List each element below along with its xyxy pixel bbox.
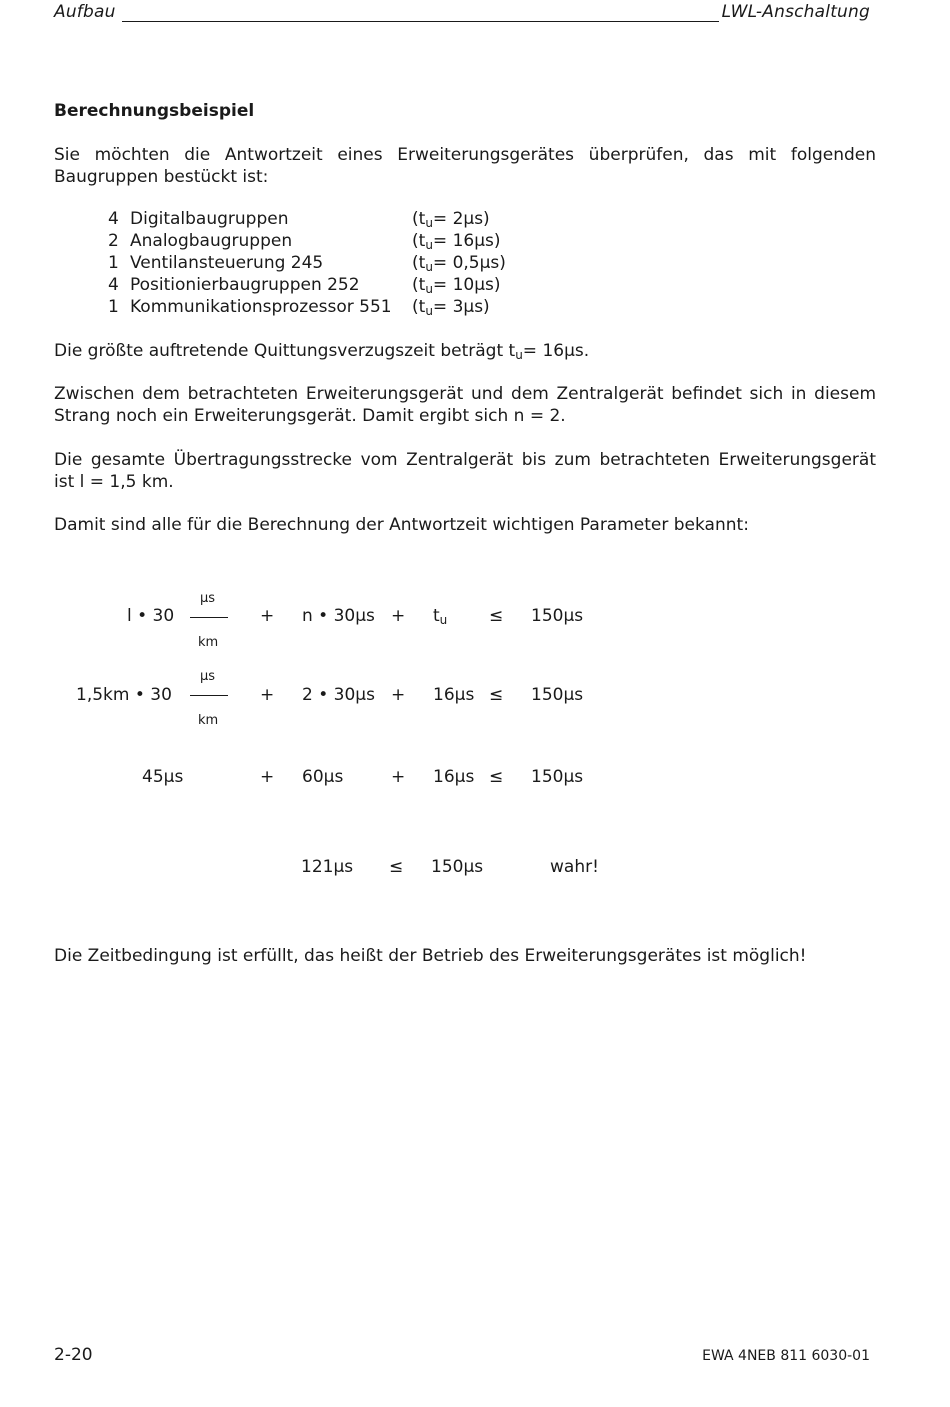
eq-row2-plus2: + bbox=[391, 685, 406, 705]
parameters-paragraph: Damit sind alle für die Berechnung der Antwortzeit wichtigen Parameter bekannt: bbox=[54, 515, 749, 535]
module-name: Ventilansteuerung 245 bbox=[130, 253, 324, 273]
header-chapter-title: LWL-Anschaltung bbox=[721, 2, 870, 22]
eq-row2-relation: ≤ bbox=[489, 685, 504, 705]
document-id: EWA 4NEB 811 6030-01 bbox=[702, 1348, 870, 1364]
module-count: 4 bbox=[108, 275, 119, 295]
eq-row4-lhs: 121µs bbox=[301, 857, 354, 877]
module-name: Digitalbaugruppen bbox=[130, 209, 289, 229]
eq-row2-term2: 2 • 30µs bbox=[302, 685, 375, 705]
max-delay-paragraph: Die größte auftretende Quittungsverzugszeit beträgt $t_u= 16\mu s$. bbox=[54, 341, 590, 362]
eq-row2-denominator: km bbox=[198, 713, 219, 728]
eq-row2-term3: 16µs bbox=[433, 685, 475, 705]
eq-row4-relation: ≤ bbox=[389, 857, 404, 877]
list-item bbox=[108, 231, 628, 253]
eq-row3-plus2: + bbox=[391, 767, 406, 787]
list-item bbox=[108, 253, 628, 275]
module-count: 1 bbox=[108, 253, 119, 273]
eq-row1-relation: ≤ bbox=[489, 606, 504, 626]
module-count: 2 bbox=[108, 231, 119, 251]
n-paragraph: Zwischen dem betrachteten Erweiterungsgerät und dem Zentralgerät befindet sich in diesem Strang noch ein Erweiterungsgerät. Damit ergibt sich n = 2. bbox=[54, 384, 876, 426]
module-response-time: $(t_u= 16\mu s)$ bbox=[412, 231, 501, 252]
eq-row4-verdict: wahr! bbox=[550, 857, 599, 877]
eq-row1-numerator: µs bbox=[200, 591, 216, 606]
eq-row2-term1: 1,5km • 30 bbox=[76, 685, 172, 705]
eq-row2-numerator: µs bbox=[200, 669, 216, 684]
eq-row2-plus1: + bbox=[260, 685, 275, 705]
eq-row1-plus1: + bbox=[260, 606, 275, 626]
eq-row1-plus2: + bbox=[391, 606, 406, 626]
page-number: 2-20 bbox=[54, 1345, 93, 1365]
module-name: Positionierbaugruppen 252 bbox=[130, 275, 360, 295]
module-response-time: $(t_u= 3\mu s)$ bbox=[412, 297, 490, 318]
header-section-title: Aufbau bbox=[54, 2, 116, 22]
list-item bbox=[108, 297, 628, 319]
eq-row2-fraction-bar bbox=[190, 695, 228, 696]
eq-row1-term1: l • 30 bbox=[127, 606, 175, 626]
eq-row3-term3: 16µs bbox=[433, 767, 475, 787]
module-response-time: $(t_u= 2\mu s)$ bbox=[412, 209, 490, 230]
header-rule bbox=[122, 21, 719, 22]
module-count: 1 bbox=[108, 297, 119, 317]
eq-row3-term1: 45µs bbox=[142, 767, 184, 787]
section-heading: Berechnungsbeispiel bbox=[54, 101, 255, 121]
module-response-time: $(t_u= 10\mu s)$ bbox=[412, 275, 501, 296]
distance-paragraph: Die gesamte Übertragungsstrecke vom Zentralgerät bis zum betrachteten Erweiterungsgerät ist l = 1,5 km. bbox=[54, 450, 876, 492]
conclusion-paragraph: Die Zeitbedingung ist erfüllt, das heißt der Betrieb des Erweiterungsgerätes ist möglich! bbox=[54, 946, 807, 966]
eq-row2-rhs: 150µs bbox=[531, 685, 584, 705]
eq-row3-term2: 60µs bbox=[302, 767, 344, 787]
eq-row1-term3: $t_u$ bbox=[433, 606, 448, 627]
eq-row1-fraction-bar bbox=[190, 617, 228, 618]
eq-row3-rhs: 150µs bbox=[531, 767, 584, 787]
module-name: Kommunikationsprozessor 551 bbox=[130, 297, 392, 317]
module-response-time: $(t_u= 0,5\mu s)$ bbox=[412, 253, 506, 274]
module-name: Analogbaugruppen bbox=[130, 231, 293, 251]
eq-row1-term2: n • 30µs bbox=[302, 606, 375, 626]
eq-row4-rhs: 150µs bbox=[431, 857, 484, 877]
eq-row3-plus1: + bbox=[260, 767, 275, 787]
module-count: 4 bbox=[108, 209, 119, 229]
intro-paragraph: Sie möchten die Antwortzeit eines Erweiterungsgerätes überprüfen, das mit folgenden Baugruppen bestückt ist: bbox=[54, 145, 876, 187]
eq-row1-denominator: km bbox=[198, 635, 219, 650]
eq-row3-relation: ≤ bbox=[489, 767, 504, 787]
list-item bbox=[108, 275, 628, 297]
list-item bbox=[108, 209, 628, 231]
eq-row1-rhs: 150µs bbox=[531, 606, 584, 626]
